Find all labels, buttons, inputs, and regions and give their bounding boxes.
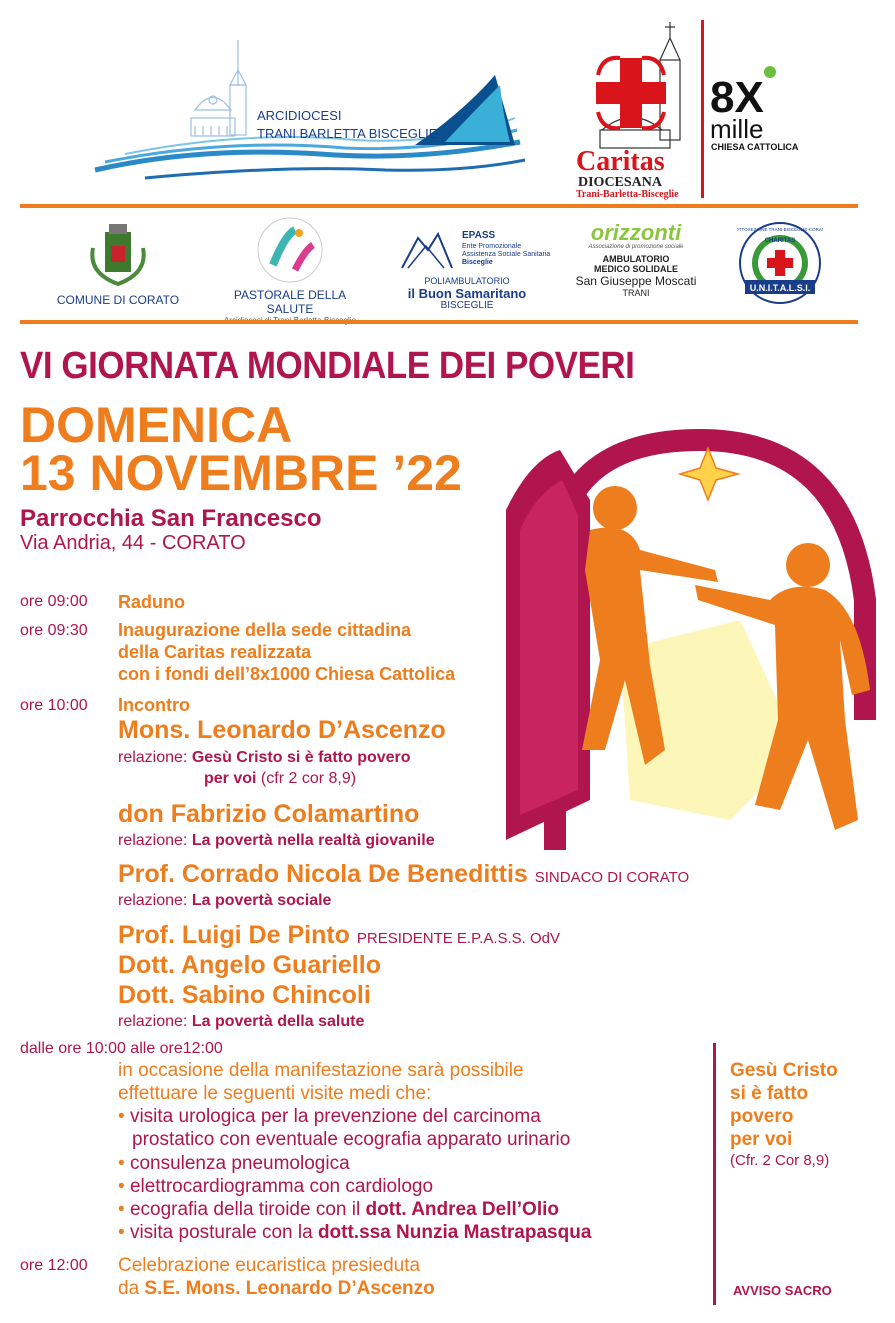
time-inaugurazione: ore 09:30 [20,622,88,639]
side-quote [730,1059,873,1151]
celebrazione-da: da [118,1278,145,1299]
visit-tiroide-text: ecografia della tiroide con il [129,1199,366,1220]
comune-label: COMUNE DI CORATO [56,293,180,307]
event-incontro: Incontro [118,695,190,715]
event-day: DOMENICA [20,397,293,453]
ambulatorio-name: San Giuseppe Moscati [575,274,697,288]
visit-intro-l2: effettuare le seguenti visite medi che: [118,1083,432,1104]
speaker-colamartino: don Fabrizio Colamartino [118,800,420,828]
visit-posturale-text: visita posturale con la [129,1222,318,1243]
chiesa-cattolica-text: CHIESA CATTOLICA [711,142,798,152]
event-address: Via Andria, 44 - CORATO [20,532,246,554]
event-inaugurazione-l1: Inaugurazione della sede cittadina [118,620,412,640]
unitalsi-logo-icon [737,220,823,306]
8x-text: 8X [710,73,764,122]
orizzonti-sub: Associazione di promozione sociale [588,244,684,250]
rule-top [20,204,858,208]
event-raduno: Raduno [118,592,185,612]
topic-debenedittis: La povertà sociale [191,892,332,909]
celebrazione-celebrant: S.E. Mons. Leonardo D’Ascenzo [144,1278,435,1299]
event-inaugurazione-l3: con i fondi dell’8x1000 Chiesa Cattolica [118,664,456,684]
partner-pastorale [210,215,370,325]
pastorale-title: PASTORALE DELLA SALUTE [233,288,347,316]
side-quote-l2: si è fatto [730,1083,809,1104]
topic-dascenzo-ref: (cfr 2 cor 8,9) [260,770,357,787]
poli-label: POLIAMBULATORIO [424,276,510,286]
visit-urologica-l2: prostatico con eventuale ecografia apparato urinario [132,1129,571,1150]
arcidiocesi-line2: TRANI BARLETTA BISCEGLIE [257,126,438,141]
side-quote-ref: (Cfr. 2 Cor 8,9) [730,1152,830,1169]
speaker-debenedittis [118,860,689,889]
partner-comune [48,218,188,307]
time-raduno: ore 09:00 [20,593,88,610]
visit-pneumologica-text: consulenza pneumologica [129,1153,350,1174]
side-quote-l4: per voi [730,1129,793,1150]
unitalsi-caritas: CHARITAS [764,238,796,244]
visit-urologica [118,1105,541,1128]
time-incontro: ore 10:00 [20,697,88,714]
visit-tiroide [118,1198,559,1221]
ambulatorio-line2: MEDICO SOLIDALE [593,264,678,274]
topic-colamartino: La povertà nella realtà giovanile [191,832,435,849]
time-visite: dalle ore 10:00 alle ore12:00 [20,1040,223,1057]
visit-ecg [118,1175,433,1198]
event-title: VI GIORNATA MONDIALE DEI POVERI [20,345,635,387]
rule-bottom [20,320,858,324]
epass-sub1: Ente Promozionale [462,243,522,250]
caritas-divider [701,20,704,198]
header-logos [0,0,895,205]
visit-pneumologica [118,1152,350,1175]
event-date: 13 NOVEMBRE ’22 [20,445,462,501]
mille-text: mille [710,114,764,144]
caritas-logo [572,20,702,200]
ambulatorio-city: TRANI [622,288,650,298]
relazione-colamartino [118,830,435,851]
speaker-debenedittis-role: SINDACO DI CORATO [534,869,690,886]
caritas-place: Trani-Barletta-Bisceglie [576,189,679,200]
rel-label-2: relazione: [118,832,188,849]
orizzonti-name: orizzonti [590,220,682,245]
event-inaugurazione-l2: della Caritas realizzata [118,642,312,662]
side-quote-l1: Gesù Cristo [730,1060,838,1081]
bullet-3: • [118,1176,125,1197]
topic-dascenzo-l1: Gesù Cristo si è fatto povero [191,749,411,766]
visit-intro-l1: in occasione della manifestazione sarà possibile [118,1060,524,1081]
speaker-depinto [118,921,560,950]
ambulatorio-line1: AMBULATORIO [602,254,670,264]
speaker-depinto-role: PRESIDENTE E.P.A.S.S. OdV [356,930,561,947]
epass-sub3: Bisceglie [462,259,493,266]
epass-sub2: Assistenza Sociale Sanitaria [462,251,551,258]
topic-salute: La povertà della salute [191,1013,365,1030]
bullet-4: • [118,1199,125,1220]
side-quote-box [713,1043,873,1305]
speaker-debenedittis-name: Prof. Corrado Nicola De Benedittis [118,860,528,888]
bullet-2: • [118,1153,125,1174]
comune-crest-icon [83,218,153,288]
visit-ecg-text: elettrocardiogramma con cardiologo [129,1176,434,1197]
epass-title: EPASS [462,230,496,241]
avviso-sacro: AVVISO SACRO [733,1283,832,1298]
rel-label-1: relazione: [118,749,188,766]
event-venue: Parrocchia San Francesco [20,505,322,532]
rel-label-4: relazione: [118,1013,188,1030]
epass-logo-icon [398,228,454,274]
relazione-debenedittis [118,890,331,911]
speaker-chincoli: Dott. Sabino Chincoli [118,981,371,1009]
pastorale-logo-icon [255,215,325,285]
speaker-guariello: Dott. Angelo Guariello [118,951,381,979]
poli-city: BISCEGLIE [440,300,494,311]
unitalsi-ring: SOTTOSEZIONE TRANI-BISCEGLIE-CORATO [737,227,823,232]
poli-name: il Buon Samaritano [407,286,527,301]
arcidiocesi-line1: ARCIDIOCESI [257,108,342,123]
speaker-depinto-name: Prof. Luigi De Pinto [118,921,350,949]
illustration [490,420,885,850]
8x-mille-logo [708,60,798,160]
side-quote-l3: povero [730,1106,794,1127]
caritas-diocesana: DIOCESANA [578,175,663,190]
bullet-1: • [118,1106,125,1127]
arcidiocesi-logo [85,30,530,190]
time-celebrazione: ore 12:00 [20,1257,88,1274]
star-icon [680,448,738,500]
topic-dascenzo-l2: per voi [204,770,257,787]
relazione-dascenzo-l2 [204,768,356,789]
speaker-dascenzo: Mons. Leonardo D’Ascenzo [118,716,446,744]
relazione-dascenzo [118,747,411,768]
partner-unitalsi [735,220,825,309]
rel-label-3: relazione: [118,892,188,909]
unitalsi-name: U.N.I.T.A.L.S.I. [749,283,811,293]
celebrazione-l1: Celebrazione eucaristica presieduta [118,1255,421,1276]
celebrazione-l2 [118,1277,435,1300]
relazione-salute [118,1011,364,1032]
visit-posturale-doc: dott.ssa Nunzia Mastrapasqua [317,1222,592,1243]
visit-tiroide-doc: dott. Andrea Dell’Olio [365,1199,559,1220]
caritas-word: Caritas [576,146,665,177]
bullet-5: • [118,1222,125,1243]
visit-posturale [118,1221,591,1244]
partner-orizzonti [566,222,706,298]
visit-urologica-l1: visita urologica per la prevenzione del carcinoma [129,1106,541,1127]
